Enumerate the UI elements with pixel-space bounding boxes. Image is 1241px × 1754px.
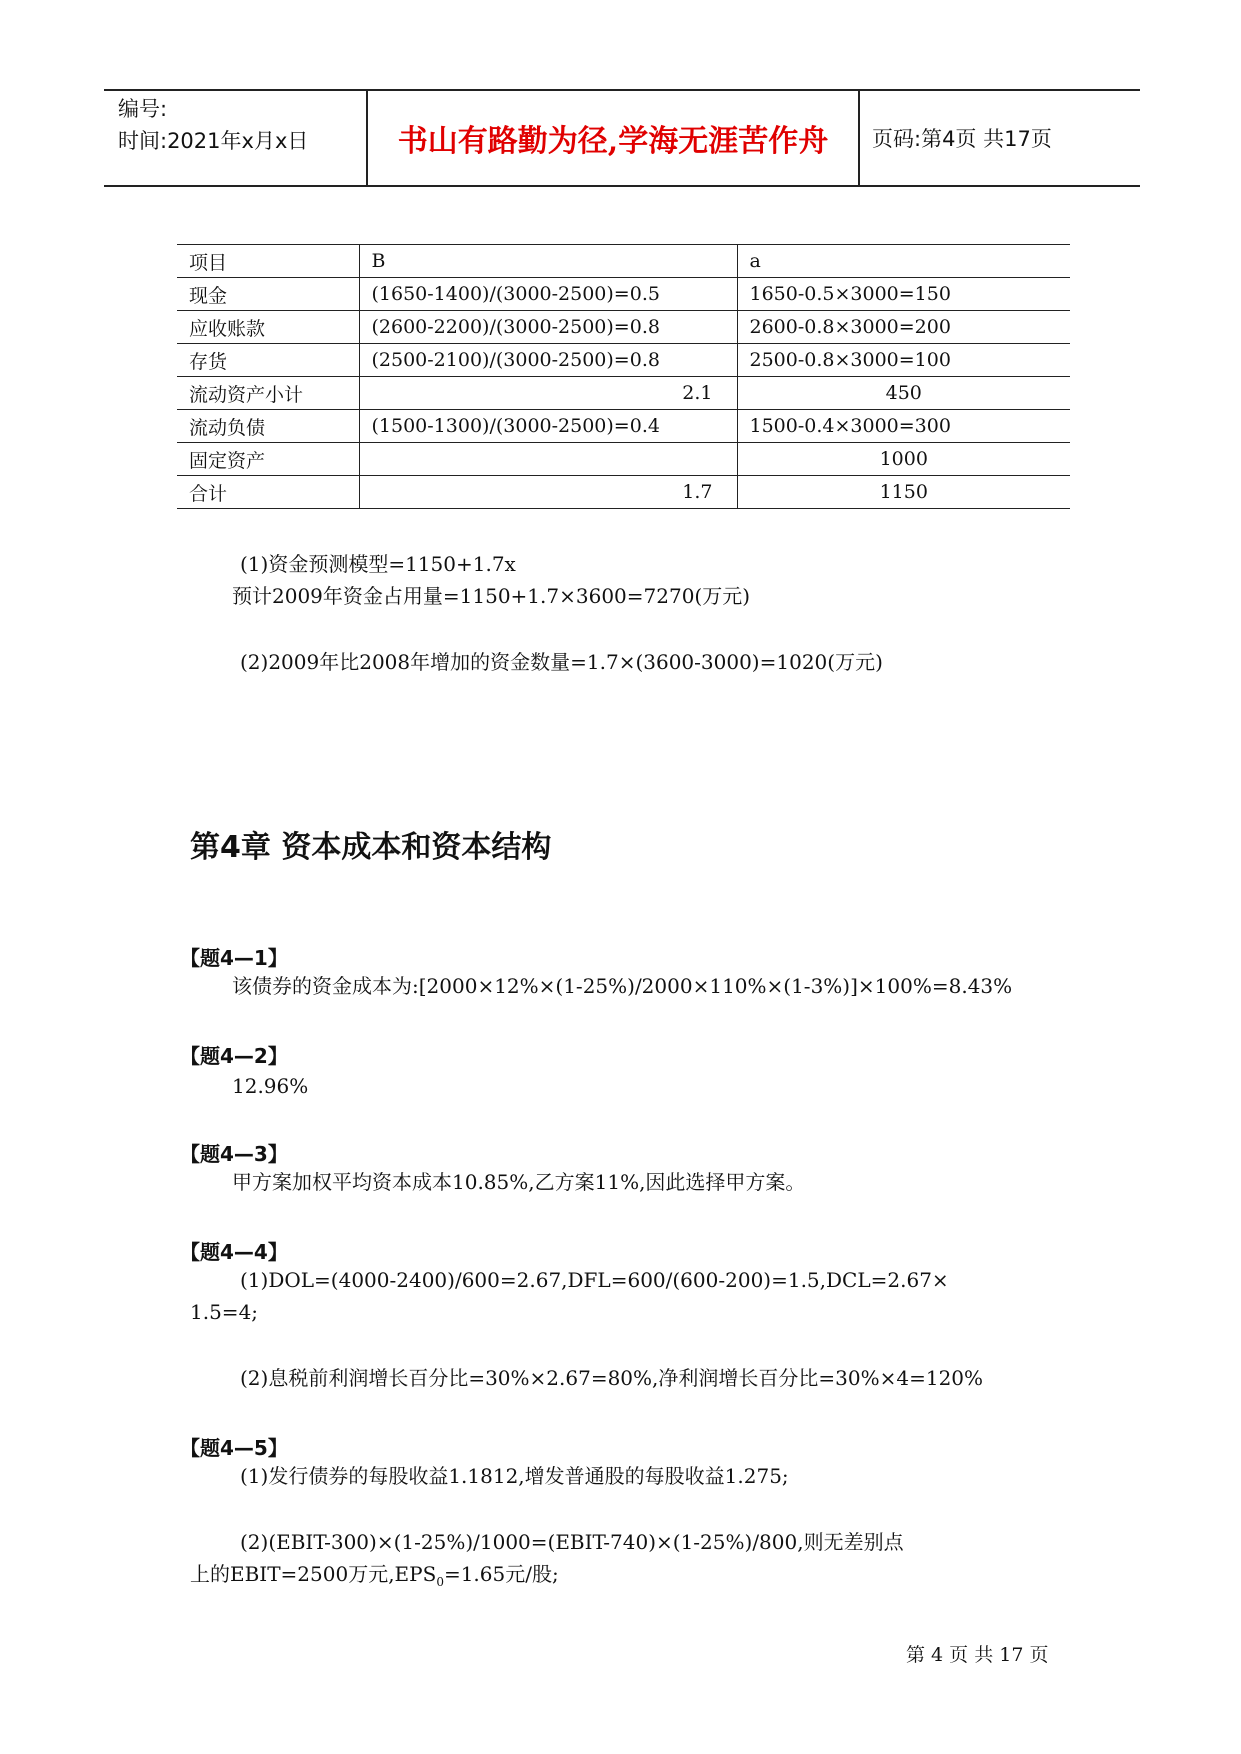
fund-table [177, 244, 1070, 509]
table-cell: a [737, 245, 1070, 278]
header-page-label: 页码:第4页 共17页 [872, 127, 1052, 151]
table-row [177, 377, 1070, 410]
table-cell: 1650-0.5×3000=150 [737, 278, 1070, 311]
table-cell: 1.7 [359, 476, 737, 509]
table-row [177, 311, 1070, 344]
table-row [177, 476, 1070, 509]
q2-text: 12.96% [232, 1074, 309, 1098]
table-cell: 固定资产 [177, 443, 359, 476]
page-footer: 第 4 页 共 17 页 [906, 1644, 1049, 1666]
q4-text-1: (1)DOL=(4000-2400)/600=2.67,DFL=600/(600-200)=1.5,DCL=2.67× [240, 1268, 949, 1292]
table-row [177, 278, 1070, 311]
table-cell [359, 443, 737, 476]
answer-1: (1)资金预测模型=1150+1.7x [240, 552, 516, 576]
eps-subscript: 0 [436, 1575, 444, 1589]
table-cell: 项目 [177, 245, 359, 278]
q2-title: 【题4—2】 [180, 1044, 288, 1068]
serial-label: 编号: [118, 97, 168, 121]
table-cell: (1650-1400)/(3000-2500)=0.5 [359, 278, 737, 311]
q5-text-3b: =1.65元/股; [443, 1562, 559, 1586]
q3-title: 【题4—3】 [180, 1142, 288, 1166]
table-cell: 应收账款 [177, 311, 359, 344]
q4-text-3: (2)息税前利润增长百分比=30%×2.67=80%,净利润增长百分比=30%×4=120% [240, 1366, 984, 1390]
table-cell: 450 [737, 377, 1070, 410]
page-header [104, 89, 1140, 187]
table-row [177, 344, 1070, 377]
chapter-title: 第4章 资本成本和资本结构 [190, 830, 552, 865]
table-cell: 合计 [177, 476, 359, 509]
q5-text-3a: 上的EBIT=2500万元,EPS [190, 1562, 437, 1586]
table-cell: 流动资产小计 [177, 377, 359, 410]
q1-title: 【题4—1】 [180, 946, 288, 970]
q4-title: 【题4—4】 [180, 1240, 288, 1264]
table-cell: (2600-2200)/(3000-2500)=0.8 [359, 311, 737, 344]
q5-text-2: (2)(EBIT-300)×(1-25%)/1000=(EBIT-740)×(1-25%)/800,则无差别点 [240, 1530, 904, 1554]
table-cell: 1000 [737, 443, 1070, 476]
header-meta [104, 91, 368, 185]
time-label: 时间:2021年x月x日 [118, 129, 309, 153]
table-row [177, 410, 1070, 443]
table-cell: 存货 [177, 344, 359, 377]
table-cell: 2.1 [359, 377, 737, 410]
q4-text-2: 1.5=4; [190, 1300, 259, 1324]
answer-2: 预计2009年资金占用量=1150+1.7×3600=7270(万元) [232, 584, 751, 608]
table-cell: 现金 [177, 278, 359, 311]
q3-text: 甲方案加权平均资本成本10.85%,乙方案11%,因此选择甲方案。 [232, 1170, 806, 1194]
table-cell: 2600-0.8×3000=200 [737, 311, 1070, 344]
table-cell: 1150 [737, 476, 1070, 509]
q5-title: 【题4—5】 [180, 1436, 288, 1460]
table-cell: B [359, 245, 737, 278]
table-cell: (2500-2100)/(3000-2500)=0.8 [359, 344, 737, 377]
q1-text: 该债券的资金成本为:[2000×12%×(1-25%)/2000×110%×(1-3%)]×100%=8.43% [232, 974, 1013, 998]
table-row [177, 443, 1070, 476]
table-cell: (1500-1300)/(3000-2500)=0.4 [359, 410, 737, 443]
table-cell: 1500-0.4×3000=300 [737, 410, 1070, 443]
table-cell: 2500-0.8×3000=100 [737, 344, 1070, 377]
header-motto: 书山有路勤为径,学海无涯苦作舟 [368, 91, 860, 185]
q5-text-1: (1)发行债券的每股收益1.1812,增发普通股的每股收益1.275; [240, 1464, 789, 1488]
answer-3: (2)2009年比2008年增加的资金数量=1.7×(3600-3000)=1020(万元) [240, 650, 883, 674]
table-row [177, 245, 1070, 278]
table-cell: 流动负债 [177, 410, 359, 443]
q5-text-3 [190, 1560, 559, 1596]
